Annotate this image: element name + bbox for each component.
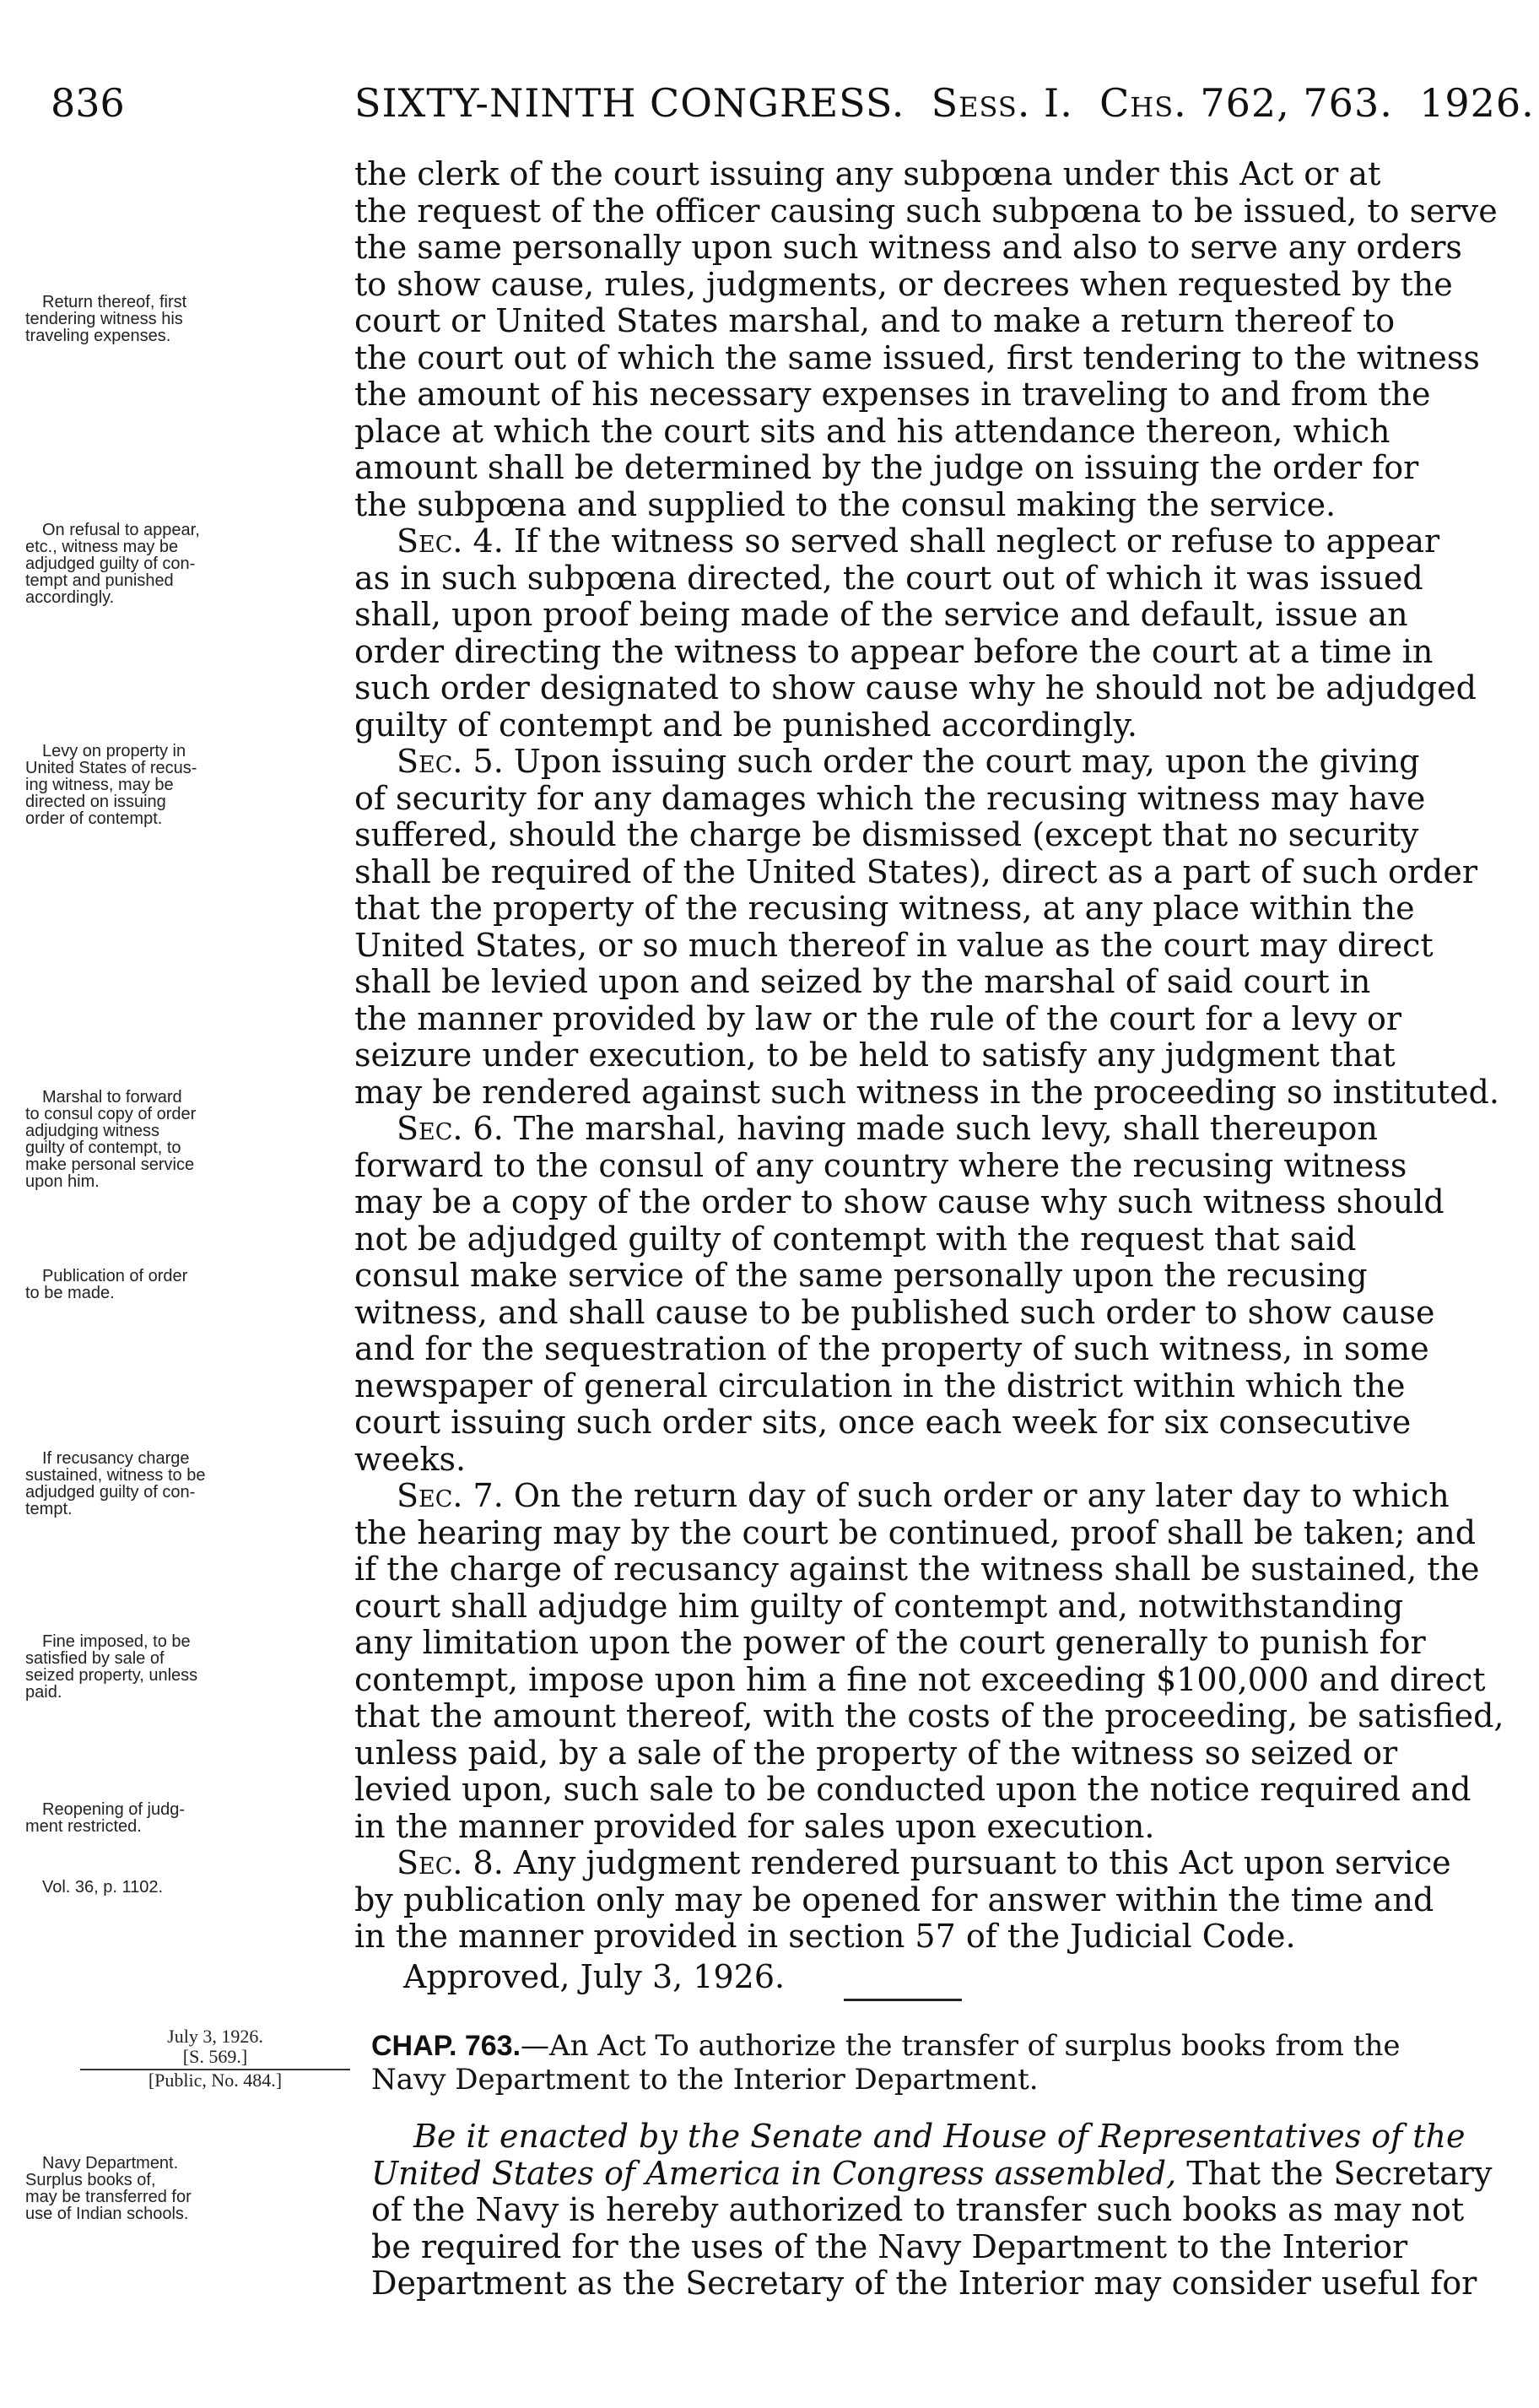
body-line: to show cause, rules, judgments, or decrees when requested by the — [354, 265, 1453, 303]
body-line: any limitation upon the power of the court generally to punish for — [354, 1624, 1426, 1661]
body-line: be required for the uses of the Navy Department to the Interior — [371, 2227, 1408, 2265]
margin-note-return: Return thereof, first tendering witness his traveling expenses. — [25, 293, 187, 345]
margin-note-marshal: Marshal to forward to consul copy of order adjudging witness guilty of contempt, to make personal service upon him. — [25, 1088, 197, 1191]
margin-note-publication: Publication of order to be made. — [25, 1267, 188, 1302]
margin-note-fine: Fine imposed, to be satisfied by sale of seized property, unless paid. — [25, 1632, 198, 1702]
margin-note-levy: Levy on property in United States of recus- ing witness, may be directed on issuing order of contempt. — [25, 742, 197, 828]
body-line: the amount of his necessary expenses in traveling to and from the — [354, 376, 1431, 413]
body-line: order directing the witness to appear before the court at a time in — [354, 632, 1434, 670]
body-line: the court out of which the same issued, first tendering to the witness — [354, 338, 1480, 376]
section-5-label: Sec. 5. — [397, 743, 504, 780]
congress-name: SIXTY-NINTH CONGRESS. — [354, 80, 905, 126]
body-line: and for the sequestration of the property of such witness, in some — [354, 1330, 1429, 1367]
section-4: Sec. 4. If the witness so served shall neglect or refuse to appear — [397, 522, 1440, 560]
body-line: shall, upon proof being made of the service and default, issue an — [354, 596, 1408, 633]
body-line: place at which the court sits and his attendance thereon, which — [354, 412, 1390, 450]
chapter-margin-note — [80, 2027, 350, 2091]
margin-note-vol: Vol. 36, p. 1102. — [42, 1878, 164, 1897]
margin-note-reopening: Reopening of judg- ment restricted. — [25, 1800, 186, 1836]
enacting-line-2: United States of America in Congress assembled, That the Secretary — [371, 2154, 1493, 2192]
section-8: Sec. 8. Any judgment rendered pursuant to this Act upon service — [397, 1844, 1451, 1881]
chapter-label: CHAP. 763. — [371, 2030, 521, 2062]
margin-note-recusancy: If recusancy charge sustained, witness to be adjudged guilty of con- tempt. — [25, 1449, 206, 1518]
section-divider — [844, 1999, 962, 2001]
body-line: that the amount thereof, with the costs of the proceeding, be satisfied, — [354, 1697, 1504, 1734]
session-label: Sess. I. — [931, 80, 1073, 126]
body-line: as in such subpœna directed, the court out of which it was issued — [354, 559, 1423, 597]
chapter-date: July 3, 1926. — [167, 2026, 263, 2047]
margin-note-refusal: On refusal to appear, etc., witness may be adjudged guilty of con- tempt and punished accordingly. — [25, 521, 200, 607]
body-line: if the charge of recusancy against the witness shall be sustained, the — [354, 1550, 1480, 1588]
body-line: of the Navy is hereby authorized to transfer such books as may not — [371, 2191, 1465, 2228]
public-law-number: [Public, No. 484.] — [80, 2069, 350, 2091]
body-line: of security for any damages which the recusing witness may have — [354, 779, 1426, 817]
body-line: the same personally upon such witness and also to serve any orders — [354, 229, 1462, 266]
body-line: Department as the Secretary of the Interior may consider useful for — [371, 2265, 1477, 2302]
body-line: newspaper of general circulation in the district within which the — [354, 1366, 1406, 1404]
approval-date: Approved, July 3, 1926. — [403, 1957, 786, 1995]
running-title — [354, 80, 1535, 126]
body-line: United States, or so much thereof in value as the court may direct — [354, 926, 1434, 964]
margin-note-navy: Navy Department. Surplus books of, may be transferred for use of Indian schools. — [25, 2154, 192, 2223]
body-line: the hearing may by the court be continued, proof shall be taken; and — [354, 1513, 1477, 1551]
chapters-label: Chs. 762, 763. — [1099, 80, 1393, 126]
body-line: may be a copy of the order to show cause why such witness should — [354, 1183, 1444, 1220]
enacting-italic-line-1: Be it enacted by the Senate and House of Representatives of the — [413, 2118, 1466, 2155]
body-line: the clerk of the court issuing any subpœna under this Act or at — [354, 155, 1381, 192]
section-6-label: Sec. 6. — [397, 1110, 504, 1147]
body-line: court issuing such order sits, once each week for six consecutive — [354, 1404, 1412, 1441]
section-6: Sec. 6. The marshal, having made such levy, shall thereupon — [397, 1110, 1378, 1147]
year-label: 1926. — [1419, 80, 1535, 126]
body-line: by publication only may be opened for answer within the time and — [354, 1880, 1434, 1918]
body-line: forward to the consul of any country where the recusing witness — [354, 1146, 1407, 1184]
body-line: unless paid, by a sale of the property of the witness so seized or — [354, 1734, 1398, 1772]
body-line: contempt, impose upon him a fine not exceeding $100,000 and direct — [354, 1660, 1486, 1698]
body-line: that the property of the recusing witness, at any place within the — [354, 890, 1415, 927]
statute-body — [354, 155, 1504, 1995]
body-line: witness, and shall cause to be published such order to show cause — [354, 1293, 1435, 1331]
body-line: levied upon, such sale to be conducted upon the notice required and — [354, 1771, 1472, 1808]
body-line: amount shall be determined by the judge on issuing the order for — [354, 449, 1419, 486]
body-line: shall be required of the United States), direct as a part of such order — [354, 852, 1478, 890]
enacting-clause — [371, 2118, 1493, 2302]
body-line: shall be levied upon and seized by the marshal of said court in — [354, 963, 1371, 1000]
body-line: court shall adjudge him guilty of contempt and, notwithstanding — [354, 1587, 1404, 1625]
body-line: the request of the officer causing such subpœna to be issued, to serve — [354, 192, 1498, 230]
body-line: consul make service of the same personally upon the recusing — [354, 1257, 1368, 1294]
body-line: seizure under execution, to be held to satisfy any judgment that — [354, 1036, 1396, 1074]
body-line: suffered, should the charge be dismissed (except that no security — [354, 816, 1419, 853]
body-line: not be adjudged guilty of contempt with the request that said — [354, 1220, 1357, 1258]
body-line: in the manner provided for sales upon execution. — [354, 1807, 1155, 1845]
section-8-label: Sec. 8. — [397, 1844, 504, 1881]
senate-bill-number: [S. 569.] — [182, 2046, 248, 2067]
section-7-label: Sec. 7. — [397, 1477, 504, 1514]
body-line: court or United States marshal, and to make a return thereof to — [354, 302, 1396, 339]
page-number: 836 — [51, 80, 125, 126]
body-line: the manner provided by law or the rule of the court for a levy or — [354, 999, 1402, 1037]
section-4-label: Sec. 4. — [397, 522, 504, 560]
section-7: Sec. 7. On the return day of such order or any later day to which — [397, 1477, 1450, 1514]
body-line: such order designated to show cause why he should not be adjudged — [354, 669, 1477, 706]
body-line: the subpœna and supplied to the consul making the service. — [354, 485, 1336, 523]
body-line: may be rendered against such witness in the proceeding so instituted. — [354, 1073, 1499, 1111]
chapter-title-line-1: —An Act To authorize the transfer of surplus books from the — [521, 2029, 1401, 2063]
running-header — [51, 80, 1535, 131]
chapter-763-title — [371, 2029, 1493, 2097]
section-5: Sec. 5. Upon issuing such order the court may, upon the giving — [397, 743, 1420, 780]
body-line: weeks. — [354, 1440, 467, 1478]
body-line: guilty of contempt and be punished accordingly. — [354, 706, 1137, 744]
body-line: in the manner provided in section 57 of the Judicial Code. — [354, 1918, 1296, 1955]
chapter-title-line-2: Navy Department to the Interior Department. — [371, 2063, 1039, 2097]
